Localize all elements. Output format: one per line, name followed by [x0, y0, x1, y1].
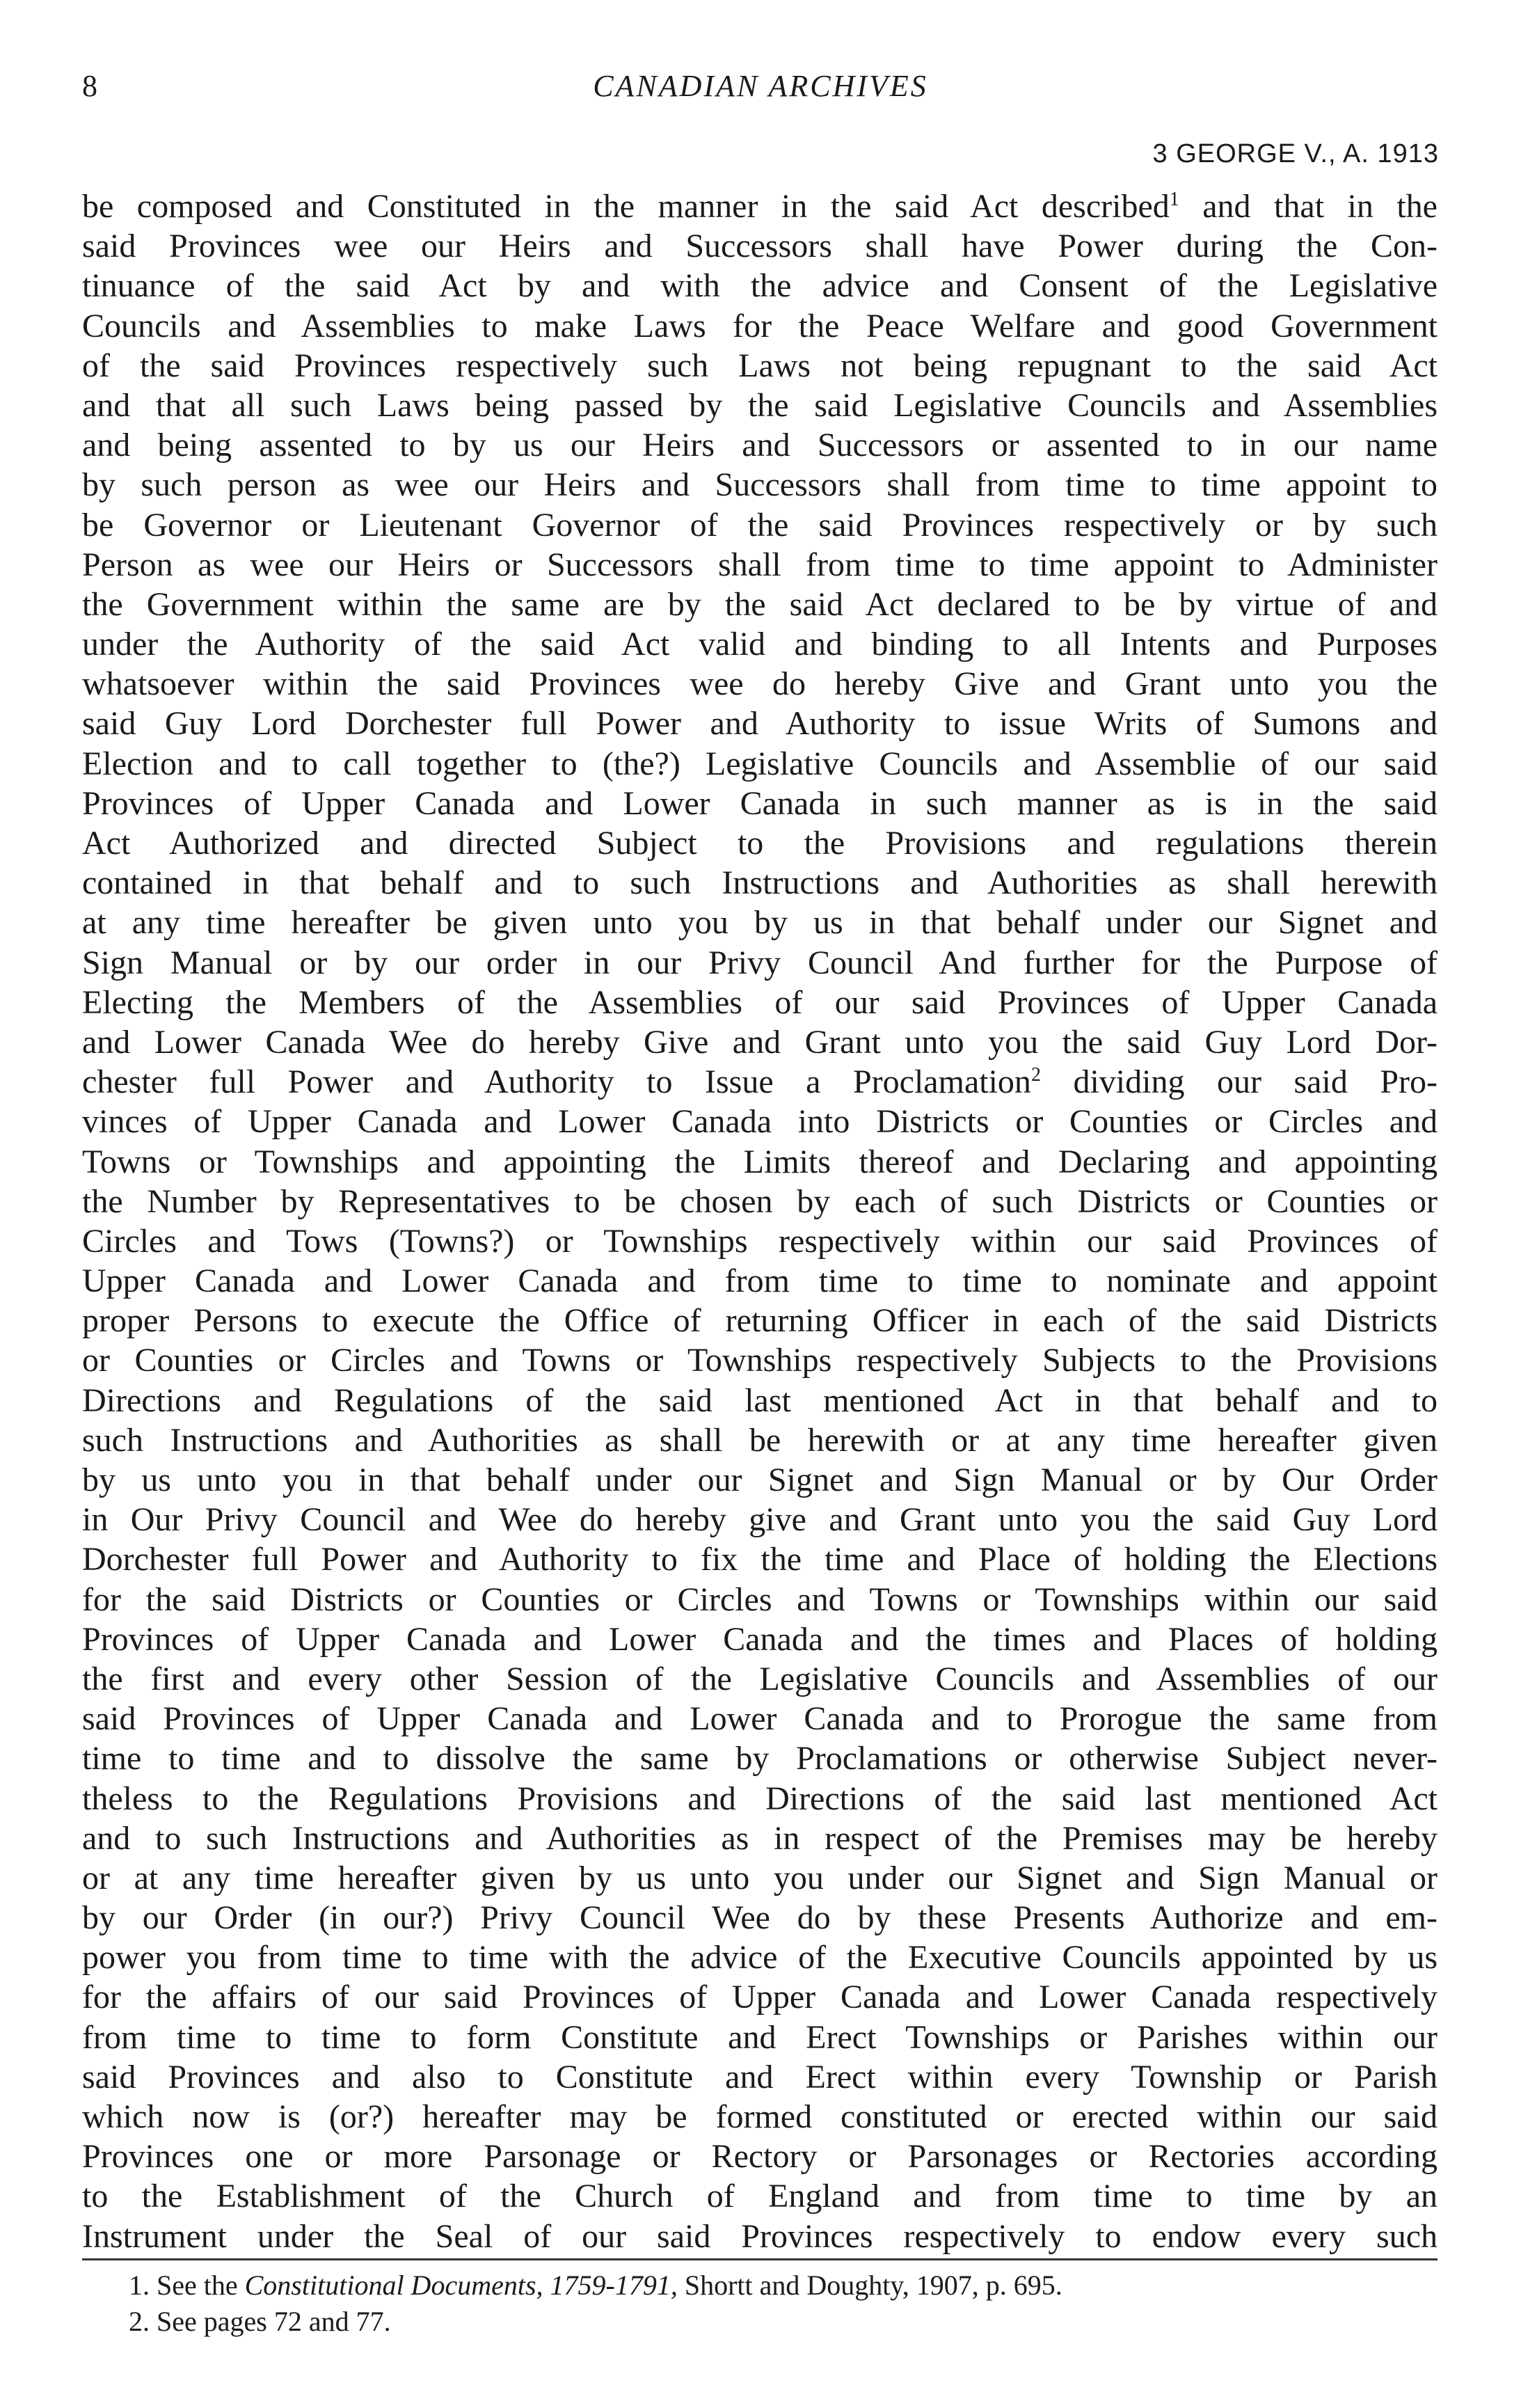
footnote-number: 2.	[129, 2306, 150, 2337]
text-line	[82, 386, 1438, 425]
text-line	[82, 505, 1438, 545]
body-text	[82, 187, 1438, 2256]
text-line	[82, 2018, 1438, 2057]
text-line	[82, 1182, 1438, 1221]
text-line	[82, 425, 1438, 465]
text-line-content: Provinces one or more Parsonage or Rectory or Parsonages or Rectories according	[82, 2138, 1438, 2176]
text-line-content: from time to time to form Constitute and Erect Townships or Parishes within our	[82, 2018, 1438, 2056]
text-line-content: and Lower Canada Wee do hereby Give and Grant unto you the said Guy Lord Dor-	[82, 1023, 1438, 1061]
text-line	[82, 1938, 1438, 1977]
text-line-content: Councils and Assemblies to make Laws for the Peace Welfare and good Government	[82, 307, 1438, 344]
text-line-content: tinuance of the said Act by and with the advice and Consent of the Legislative	[82, 267, 1438, 305]
footnote-divider	[82, 2258, 1438, 2260]
text-line	[82, 744, 1438, 784]
text-line-content: Instrument under the Seal of our said Provinces respectively to endow every such	[82, 2217, 1438, 2255]
text-line-content: Provinces of Upper Canada and Lower Canada and the times and Places of holding	[82, 1620, 1438, 1658]
text-line	[82, 863, 1438, 903]
text-line	[82, 704, 1438, 743]
text-line	[82, 346, 1438, 386]
text-line-content: by our Order (in our?) Privy Council Wee do by these Presents Authorize and em-	[82, 1899, 1438, 1937]
text-line-content: the Number by Representatives to be chosen by each of such Districts or Counties or	[82, 1182, 1438, 1220]
text-line-content: Election and to call together to (the?) Legislative Councils and Assemblie of our said	[82, 745, 1438, 782]
text-line-content: be composed and Constituted in the manner in the said Act described	[82, 188, 1170, 225]
text-line-content: time to time and to dissolve the same by Proclamations or otherwise Subject never-	[82, 1740, 1438, 1777]
text-line-content: and to such Instructions and Authorities as in respect of the Premises may be hereby	[82, 1819, 1438, 1857]
text-line	[82, 2217, 1438, 2256]
text-line	[82, 1340, 1438, 1380]
text-line-content: or Counties or Circles and Towns or Townships respectively Subjects to the Provisions	[82, 1342, 1438, 1379]
text-line	[82, 1022, 1438, 1062]
text-line-content: Electing the Members of the Assemblies of our said Provinces of Upper Canada	[82, 983, 1438, 1021]
text-line-content: contained in that behalf and to such Instructions and Authorities as shall herewith	[82, 864, 1438, 902]
text-line	[82, 943, 1438, 983]
footnote-citation-title: Constitutional Documents, 1759-1791,	[244, 2270, 678, 2301]
text-line-content: in Our Privy Council and Wee do hereby give and Grant unto you the said Guy Lord	[82, 1501, 1438, 1539]
text-line	[82, 1898, 1438, 1938]
text-line	[82, 1738, 1438, 1778]
text-line-content: under the Authority of the said Act valid and binding to all Intents and Purposes	[82, 626, 1438, 663]
text-line	[82, 1381, 1438, 1420]
text-line	[82, 226, 1438, 266]
running-title: CANADIAN ARCHIVES	[593, 69, 928, 103]
text-line-content: and being assented to by us our Heirs and Successors or assented to in our name	[82, 427, 1438, 464]
footnote-text-continuation: Shortt and Doughty, 1907, p. 695.	[677, 2270, 1062, 2301]
text-line	[82, 1301, 1438, 1340]
text-line-content: Directions and Regulations of the said last mentioned Act in that behalf and to	[82, 1381, 1438, 1419]
text-line-content: Sign Manual or by our order in our Privy Council And further for the Purpose of	[82, 944, 1438, 981]
text-line	[82, 1261, 1438, 1301]
text-line	[82, 187, 1438, 226]
regnal-year: 3 GEORGE V., A. 1913	[1152, 139, 1439, 168]
text-line-content: such Instructions and Authorities as shall be herewith or at any time hereafter given	[82, 1421, 1438, 1459]
text-line-content: by such person as wee our Heirs and Successors shall from time to time appoint to	[82, 466, 1438, 504]
text-line	[82, 664, 1438, 704]
text-line-content: said Guy Lord Dorchester full Power and Authority to issue Writs of Sumons and	[82, 705, 1438, 743]
text-line-content: for the said Districts or Counties or Circles and Towns or Townships within our said	[82, 1581, 1438, 1618]
footnote-number: 1.	[129, 2270, 150, 2301]
text-line-content: which now is (or?) hereafter may be formed constituted or erected within our said	[82, 2098, 1438, 2135]
text-line-content: Provinces of Upper Canada and Lower Canada in such manner as is in the said	[82, 784, 1438, 822]
text-line-content: of the said Provinces respectively such Laws not being repugnant to the said Act	[82, 347, 1438, 384]
text-line	[82, 585, 1438, 624]
text-line-content: Person as wee our Heirs or Successors shall from time to time appoint to Administer	[82, 546, 1438, 583]
text-line	[82, 784, 1438, 823]
text-line	[82, 1779, 1438, 1819]
text-line	[82, 1580, 1438, 1619]
text-line	[82, 1819, 1438, 1858]
text-line-content: Towns or Townships and appointing the Limits thereof and Declaring and appointing	[82, 1143, 1438, 1180]
text-line	[82, 1977, 1438, 2017]
text-line	[82, 903, 1438, 942]
text-line-content: whatsoever within the said Provinces wee do hereby Give and Grant unto you the	[82, 665, 1438, 703]
text-line	[82, 306, 1438, 346]
page-number: 8	[82, 69, 97, 103]
text-line	[82, 823, 1438, 863]
text-line-content: proper Persons to execute the Office of returning Officer in each of the said Districts	[82, 1302, 1438, 1340]
text-line	[82, 1539, 1438, 1579]
text-line	[82, 1062, 1438, 1102]
text-line-content: said Provinces of Upper Canada and Lower Canada and to Prorogue the same from	[82, 1700, 1438, 1738]
text-line	[82, 465, 1438, 505]
footnote-text: See the	[157, 2270, 245, 2301]
text-line	[82, 545, 1438, 585]
text-line	[82, 2176, 1438, 2216]
text-line	[82, 1500, 1438, 1539]
text-line-content: for the affairs of our said Provinces of Upper Canada and Lower Canada respectively	[82, 1979, 1438, 2016]
text-line	[82, 1420, 1438, 1460]
text-line-content: the first and every other Session of the Legislative Councils and Assemblies of our	[82, 1660, 1438, 1697]
text-line	[82, 1858, 1438, 1898]
text-line	[82, 266, 1438, 306]
text-line-content: vinces of Upper Canada and Lower Canada into Districts or Counties or Circles and	[82, 1103, 1438, 1141]
text-line-content: said Provinces and also to Constitute and Erect within every Township or Parish	[82, 2058, 1438, 2096]
footnote-reference: 1	[1169, 189, 1179, 210]
text-line	[82, 1460, 1438, 1500]
text-line	[82, 1659, 1438, 1699]
text-line-continuation: dividing our said Pro-	[1040, 1063, 1438, 1101]
footnote-text: See pages 72 and 77.	[157, 2306, 391, 2337]
text-line-content: the Government within the same are by the said Act declared to be by virtue of and	[82, 585, 1438, 623]
text-line-content: and that all such Laws being passed by the said Legislative Councils and Assemblies	[82, 386, 1438, 424]
text-line	[82, 1619, 1438, 1659]
text-line	[82, 2137, 1438, 2176]
footnote	[129, 2267, 1062, 2304]
text-line	[82, 1102, 1438, 1141]
text-line-content: power you from time to time with the advice of the Executive Councils appointed by us	[82, 1939, 1438, 1977]
text-line	[82, 1699, 1438, 1738]
text-line-content: be Governor or Lieutenant Governor of the said Provinces respectively or by such	[82, 506, 1438, 544]
footnote	[129, 2304, 1062, 2340]
text-line-content: theless to the Regulations Provisions and Directions of the said last mentioned Act	[82, 1780, 1438, 1817]
text-line	[82, 983, 1438, 1022]
text-line-content: chester full Power and Authority to Issue a Proclamation	[82, 1063, 1031, 1101]
text-line-content: said Provinces wee our Heirs and Successors shall have Power during the Con-	[82, 228, 1438, 265]
text-line-content: Act Authorized and directed Subject to the Provisions and regulations therein	[82, 825, 1438, 862]
footnote-reference: 2	[1030, 1064, 1041, 1086]
text-line	[82, 1142, 1438, 1182]
text-line-content: at any time hereafter be given unto you by us in that behalf under our Signet and	[82, 904, 1438, 942]
text-line	[82, 1221, 1438, 1261]
text-line-content: Upper Canada and Lower Canada and from time to time to nominate and appoint	[82, 1262, 1438, 1300]
text-line-continuation: and that in the	[1179, 188, 1438, 225]
footnotes	[129, 2267, 1062, 2340]
text-line	[82, 2097, 1438, 2137]
text-line-content: or at any time hereafter given by us unto you under our Signet and Sign Manual or	[82, 1859, 1438, 1896]
text-line-content: to the Establishment of the Church of England and from time to time by an	[82, 2178, 1438, 2215]
text-line-content: Dorchester full Power and Authority to fix the time and Place of holding the Elections	[82, 1541, 1438, 1578]
text-line-content: Circles and Tows (Towns?) or Townships respectively within our said Provinces of	[82, 1222, 1438, 1260]
text-line	[82, 624, 1438, 664]
text-line-content: by us unto you in that behalf under our Signet and Sign Manual or by Our Order	[82, 1462, 1438, 1498]
text-line	[82, 2057, 1438, 2097]
